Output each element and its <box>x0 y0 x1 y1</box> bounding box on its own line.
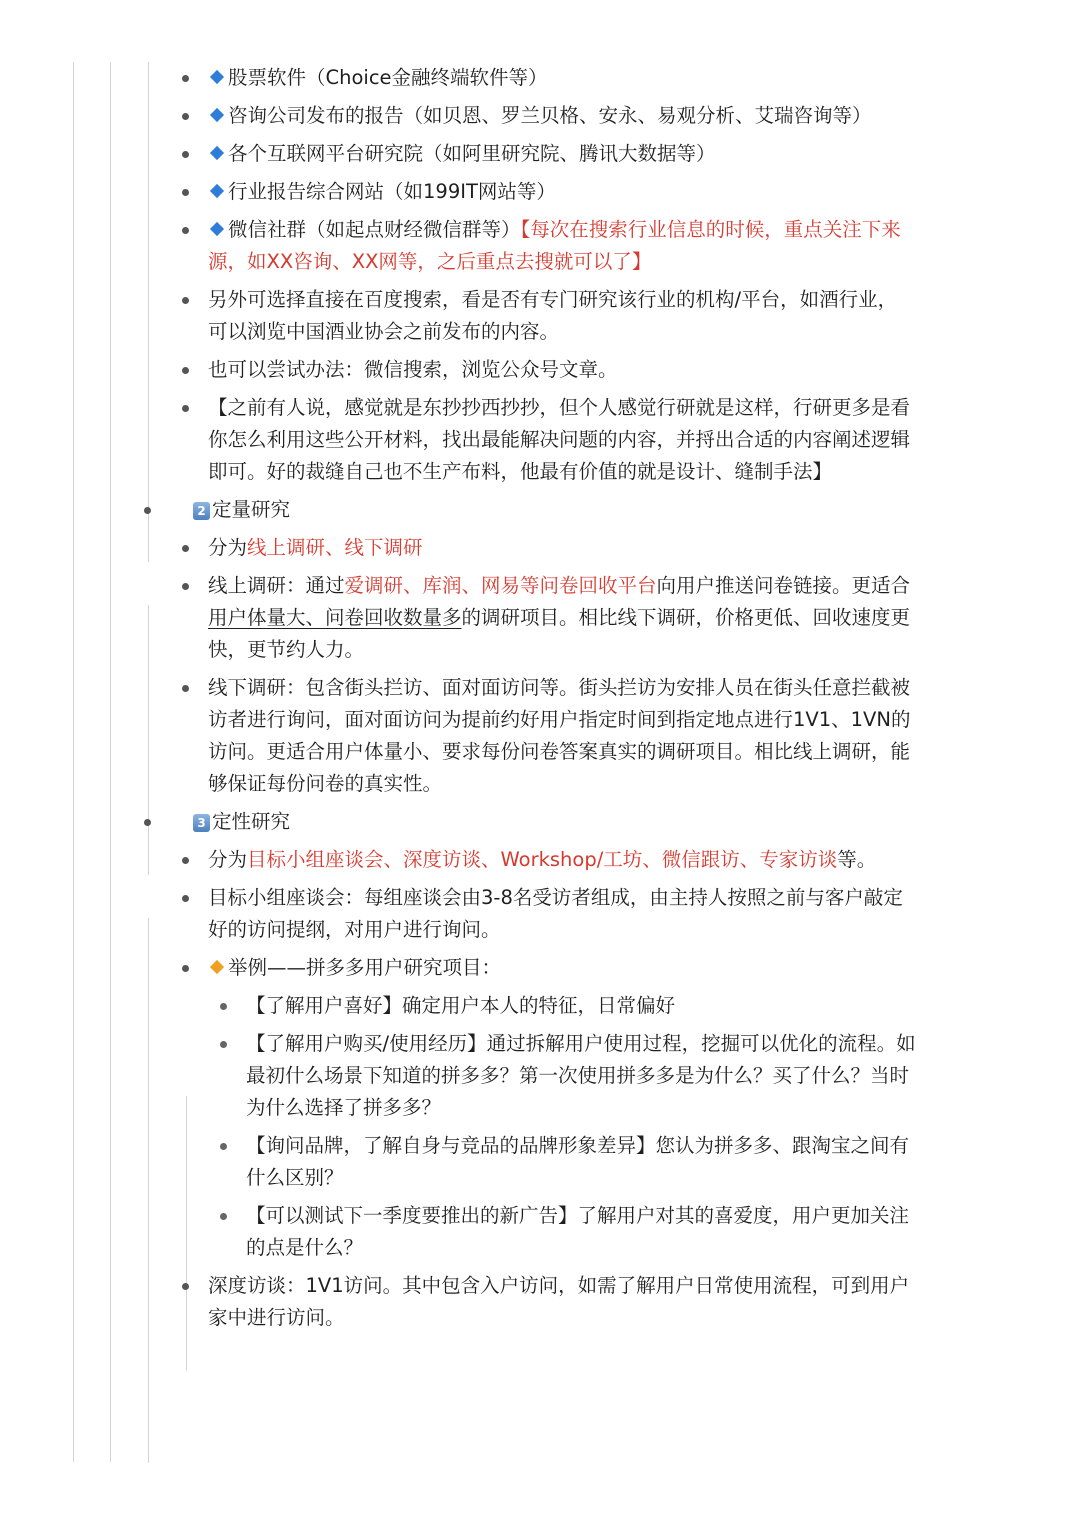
blue-diamond-icon <box>210 184 224 198</box>
item-text-text: 【之前有人说，感觉就是东抄抄西抄抄，但个人感觉行研就是这样，行研更多是看你怎么利用这些公开材料，找出最能解决问题的内容，并捋出合适的内容阐述逻辑即可。好的裁缝自己也不生产布料，他最有价值的就是设计、缝制手法】 <box>208 396 911 483</box>
list-item-internet-research <box>0 138 916 170</box>
item-text-text: 行业报告综合网站（如199IT网站等） <box>228 180 556 203</box>
bullet-icon <box>182 113 189 120</box>
keycap-number-icon: 3 <box>193 814 210 832</box>
list-item-wechat-groups <box>0 214 916 278</box>
list-item-online-survey <box>0 570 916 666</box>
blue-diamond-icon <box>210 222 224 236</box>
item-text-text: 定量研究 <box>212 498 291 521</box>
list-item-focus-group <box>0 882 916 946</box>
blue-diamond-icon <box>210 108 224 122</box>
item-ul-text: 用户体量大、问卷回收数量多 <box>208 606 462 629</box>
bullet-icon <box>182 75 189 82</box>
item-text-text: 举例——拼多多用户研究项目： <box>228 956 502 979</box>
bullet-icon <box>220 1003 227 1010</box>
bullet-icon <box>182 297 189 304</box>
list-item-quant-heading <box>0 494 916 526</box>
list-item-baidu-search <box>0 284 916 348</box>
blue-diamond-icon <box>210 146 224 160</box>
item-text-text: 也可以尝试办法：微信搜索，浏览公众号文章。 <box>208 358 618 381</box>
item-pre-text: 分为 <box>208 848 248 871</box>
list-item-pdd-example <box>0 952 916 984</box>
list-item-tailor-note <box>0 392 916 488</box>
item-text-text: 线下调研：包含街头拦访、面对面访问等。街头拦访为安排人员在街头任意拦截被访者进行询问，面对面访问为提前约好用户指定时间到指定地点进行1V1、1VN的访问。更适合用户体量小、要求每份问卷答案真实的调研项目。相比线上调研，能够保证每份问卷的真实性。 <box>208 676 911 795</box>
keycap-number-icon: 2 <box>193 502 210 520</box>
bullet-icon <box>220 1041 227 1048</box>
item-red-text: 爱调研、库润、网易等问卷回收平台 <box>344 574 657 597</box>
item-pre-text: 线上调研：通过 <box>208 574 345 597</box>
item-red-text: 【每次在搜索行业信息的时候，重点关注下来源，如XX咨询、XX网等，之后重点去搜就可以了】 <box>208 218 901 273</box>
item-text-text: 深度访谈：1V1访问。其中包含入户访问，如需了解用户日常使用流程，可到用户家中进行访问。 <box>208 1274 910 1329</box>
item-text-text: 定性研究 <box>212 810 291 833</box>
list-item-offline-survey <box>0 672 916 800</box>
document-body <box>0 62 1080 1340</box>
bullet-icon <box>182 583 189 590</box>
item-text-text: 股票软件（Choice金融终端软件等） <box>228 66 548 89</box>
item-text-text: 【可以测试下一季度要推出的新广告】了解用户对其的喜爱度，用户更加关注的点是什么？ <box>246 1204 910 1259</box>
list-item-quant-split <box>0 532 916 564</box>
item-text-text: 目标小组座谈会：每组座谈会由3-8名受访者组成，由主持人按照之前与客户敲定好的访问提纲，对用户进行询问。 <box>208 886 903 941</box>
bullet-icon <box>144 507 151 514</box>
bullet-icon <box>182 545 189 552</box>
list-item-depth-interview <box>0 1270 916 1334</box>
item-post2-text: 的调研项目。相比线下调研，价格更低、回收速度更快，更节约人力。 <box>208 606 911 661</box>
list-item-qual-split <box>0 844 916 876</box>
bullet-icon <box>182 1283 189 1290</box>
item-pre-text: 分为 <box>208 536 248 559</box>
bullet-icon <box>182 895 189 902</box>
list-item-qual-heading <box>0 806 916 838</box>
bullet-icon <box>144 819 151 826</box>
list-item-pdd-preference <box>0 990 916 1022</box>
list-item-consulting-reports <box>0 100 916 132</box>
bullet-icon <box>182 685 189 692</box>
item-red-text: 线上调研、线下调研 <box>247 536 423 559</box>
item-text-text: 【了解用户购买/使用经历】通过拆解用户使用过程，挖掘可以优化的流程。如最初什么场景下知道的拼多多？第一次使用拼多多是为什么？买了什么？当时为什么选择了拼多多？ <box>246 1032 916 1119</box>
item-text-text: 【了解用户喜好】确定用户本人的特征，日常偏好 <box>246 994 676 1017</box>
bullet-icon <box>220 1143 227 1150</box>
bullet-icon <box>182 405 189 412</box>
blue-diamond-icon <box>210 70 224 84</box>
list-item-stock-software <box>0 62 916 94</box>
bullet-icon <box>182 151 189 158</box>
item-text-text: 各个互联网平台研究院（如阿里研究院、腾讯大数据等） <box>228 142 716 165</box>
list-item-pdd-experience <box>0 1028 916 1124</box>
bullet-icon <box>220 1213 227 1220</box>
bullet-icon <box>182 367 189 374</box>
item-post-text: 向用户推送问卷链接。更适合 <box>656 574 911 597</box>
list-item-pdd-brand <box>0 1130 916 1194</box>
bullet-icon <box>182 189 189 196</box>
item-text-text: 咨询公司发布的报告（如贝恩、罗兰贝格、安永、易观分析、艾瑞咨询等） <box>228 104 872 127</box>
item-text-text: 另外可选择直接在百度搜索，看是否有专门研究该行业的机构/平台，如酒行业，可以浏览中国酒业协会之前发布的内容。 <box>208 288 898 343</box>
item-red-text: 目标小组座谈会、深度访谈、Workshop/工坊、微信跟访、专家访谈 <box>247 848 838 871</box>
list-item-pdd-ad <box>0 1200 916 1264</box>
orange-diamond-icon <box>210 960 224 974</box>
list-item-wechat-search <box>0 354 916 386</box>
item-text-text: 【询问品牌，了解自身与竞品的品牌形象差异】您认为拼多多、跟淘宝之间有什么区别？ <box>246 1134 910 1189</box>
list-item-industry-sites <box>0 176 916 208</box>
bullet-icon <box>182 227 189 234</box>
item-post-text: 等。 <box>837 848 877 871</box>
bullet-icon <box>182 857 189 864</box>
item-text-text: 微信社群（如起点财经微信群等） <box>228 218 521 241</box>
bullet-icon <box>182 965 189 972</box>
